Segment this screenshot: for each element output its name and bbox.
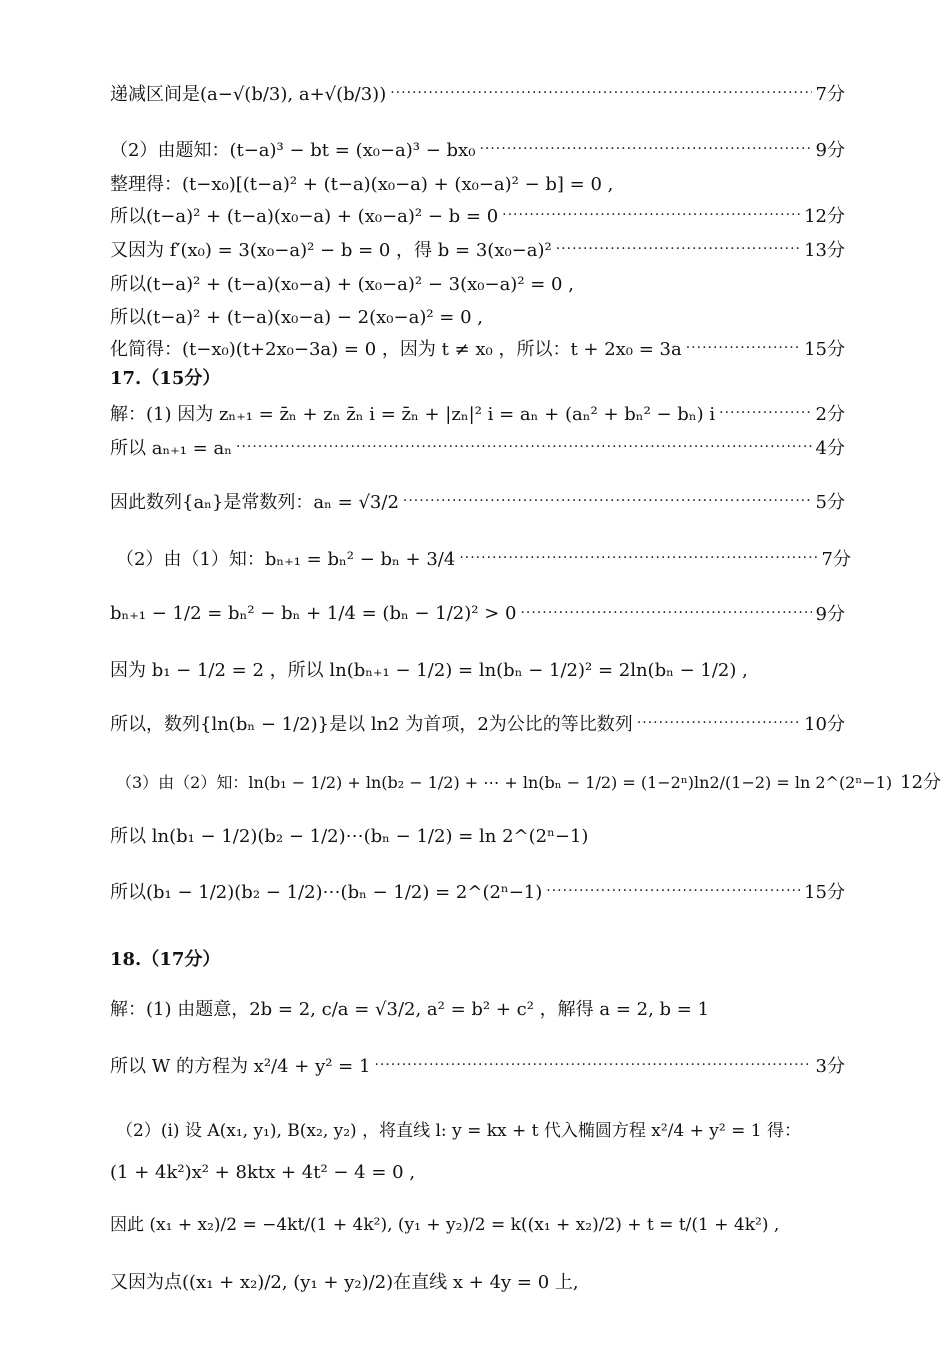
score-label: 9分 xyxy=(815,140,845,161)
line-text: 所以 ln(b₁ − 1/2)(b₂ − 1/2)⋯(bₙ − 1/2) = ln 2^(2ⁿ−1) xyxy=(110,826,589,847)
line-text: 所以，数列{ln(bₙ − 1/2)}是以 ln2 为首项，2为公比的等比数列 xyxy=(110,714,633,735)
line-text: 解：(1) 因为 zₙ₊₁ = z̄ₙ + zₙ z̄ₙ i = z̄ₙ + |zₙ|² i = aₙ + (aₙ² + bₙ² − bₙ) i xyxy=(110,404,716,425)
line-text: （2）由（1）知：bₙ₊₁ = bₙ² − bₙ + 3/4 xyxy=(116,549,456,570)
solution-line xyxy=(110,878,845,904)
solution-line xyxy=(110,270,845,296)
solution-line xyxy=(110,1210,845,1235)
line-text: 所以(t−a)² + (t−a)(x₀−a) − 2(x₀−a)² = 0 , xyxy=(110,307,483,328)
dot-leader xyxy=(637,715,800,731)
line-text: 所以(t−a)² + (t−a)(x₀−a) + (x₀−a)² − 3(x₀−a)² = 0 , xyxy=(110,274,574,295)
score-label: 9分 xyxy=(815,604,845,625)
score-label: 7分 xyxy=(815,84,845,105)
line-text: 17.（15分） xyxy=(110,368,221,389)
solution-line xyxy=(110,1162,845,1183)
line-text: 化简得：(t−x₀)(t+2x₀−3a) = 0 ，因为 t ≠ x₀ ，所以：t + 2x₀ = 3a xyxy=(110,339,682,360)
score-label: 2分 xyxy=(815,404,845,425)
line-text: 所以 W 的方程为 x²/4 + y² = 1 xyxy=(110,1056,371,1077)
solution-line xyxy=(110,335,845,361)
line-text: 因此数列{aₙ}是常数列：aₙ = √3/2 xyxy=(110,492,399,513)
line-text: （3）由（2）知：ln(b₁ − 1/2) + ln(b₂ − 1/2) + ⋯ + ln(bₙ − 1/2) = (1−2ⁿ)ln2/(1−2) = ln 2^(2ⁿ−1) xyxy=(116,772,893,792)
dot-leader xyxy=(546,883,800,899)
dot-leader xyxy=(403,493,812,509)
solution-line xyxy=(110,656,845,682)
dot-leader xyxy=(502,207,800,223)
dot-leader xyxy=(236,439,812,455)
score-label: 12分 xyxy=(804,206,845,227)
dot-leader xyxy=(719,405,811,421)
solution-line xyxy=(110,136,845,162)
score-label: 13分 xyxy=(804,240,845,261)
solution-line xyxy=(110,1116,851,1141)
solution-line xyxy=(110,80,845,106)
line-text: 递减区间是(a−√(b/3), a+√(b/3)) xyxy=(110,84,387,105)
dot-leader xyxy=(374,1057,811,1073)
solution-line xyxy=(110,822,845,848)
solution-line xyxy=(110,303,845,329)
solution-line xyxy=(110,768,942,794)
solution-line xyxy=(110,545,851,571)
solution-line xyxy=(110,202,845,228)
solution-line xyxy=(110,400,845,426)
line-text: 整理得：(t−x₀)[(t−a)² + (t−a)(x₀−a) + (x₀−a)² − b] = 0 , xyxy=(110,174,614,195)
line-text: 所以 aₙ₊₁ = aₙ xyxy=(110,438,233,459)
line-text: 所以(t−a)² + (t−a)(x₀−a) + (x₀−a)² − b = 0 xyxy=(110,206,499,227)
line-text: (1 + 4k²)x² + 8ktx + 4t² − 4 = 0 , xyxy=(110,1162,416,1183)
line-text: （2）(i) 设 A(x₁, y₁), B(x₂, y₂) ，将直线 l: y = kx + t 代入椭圆方程 x²/4 + y² = 1 得： xyxy=(116,1121,801,1141)
line-text: 因为 b₁ − 1/2 = 2 ，所以 ln(bₙ₊₁ − 1/2) = ln(bₙ − 1/2)² = 2ln(bₙ − 1/2) , xyxy=(110,660,748,681)
solution-line xyxy=(110,434,845,460)
line-text: 又因为点((x₁ + x₂)/2, (y₁ + y₂)/2)在直线 x + 4y = 0 上, xyxy=(110,1272,579,1293)
line-text: 因此 (x₁ + x₂)/2 = −4kt/(1 + 4k²), (y₁ + y₂)/2 = k((x₁ + x₂)/2) + t = t/(1 + 4k²) , xyxy=(110,1215,780,1235)
dot-leader xyxy=(686,340,800,356)
score-label: 12分 xyxy=(900,772,942,793)
solution-line xyxy=(110,488,845,514)
dot-leader xyxy=(520,605,811,621)
score-label: 15分 xyxy=(804,339,845,360)
solution-line xyxy=(110,236,845,262)
solution-line xyxy=(110,995,845,1021)
line-text: 所以(b₁ − 1/2)(b₂ − 1/2)⋯(bₙ − 1/2) = 2^(2ⁿ−1) xyxy=(110,882,543,903)
dot-leader xyxy=(479,141,811,157)
solution-line xyxy=(110,710,845,736)
problem-heading-17 xyxy=(110,364,845,390)
dot-leader xyxy=(459,550,817,566)
line-text: 又因为 f′(x₀) = 3(x₀−a)² − b = 0 ，得 b = 3(x₀−a)² xyxy=(110,240,552,261)
solution-line xyxy=(110,1268,845,1294)
dot-leader xyxy=(556,241,800,257)
line-text: bₙ₊₁ − 1/2 = bₙ² − bₙ + 1/4 = (bₙ − 1/2)² > 0 xyxy=(110,602,517,624)
score-label: 15分 xyxy=(804,882,845,903)
solution-line xyxy=(110,600,845,626)
dot-leader xyxy=(390,85,811,101)
score-label: 7分 xyxy=(821,549,851,570)
solution-line xyxy=(110,1052,845,1078)
line-text: （2）由题知：(t−a)³ − bt = (x₀−a)³ − bx₀ xyxy=(110,140,476,161)
score-label: 3分 xyxy=(815,1056,845,1077)
problem-heading-18 xyxy=(110,945,845,971)
line-text: 解：(1) 由题意，2b = 2, c/a = √3/2, a² = b² + c² ，解得 a = 2, b = 1 xyxy=(110,999,710,1020)
line-text: 18.（17分） xyxy=(110,949,221,970)
score-label: 4分 xyxy=(815,438,845,459)
score-label: 5分 xyxy=(815,492,845,513)
score-label: 10分 xyxy=(804,714,845,735)
solution-line xyxy=(110,170,845,196)
